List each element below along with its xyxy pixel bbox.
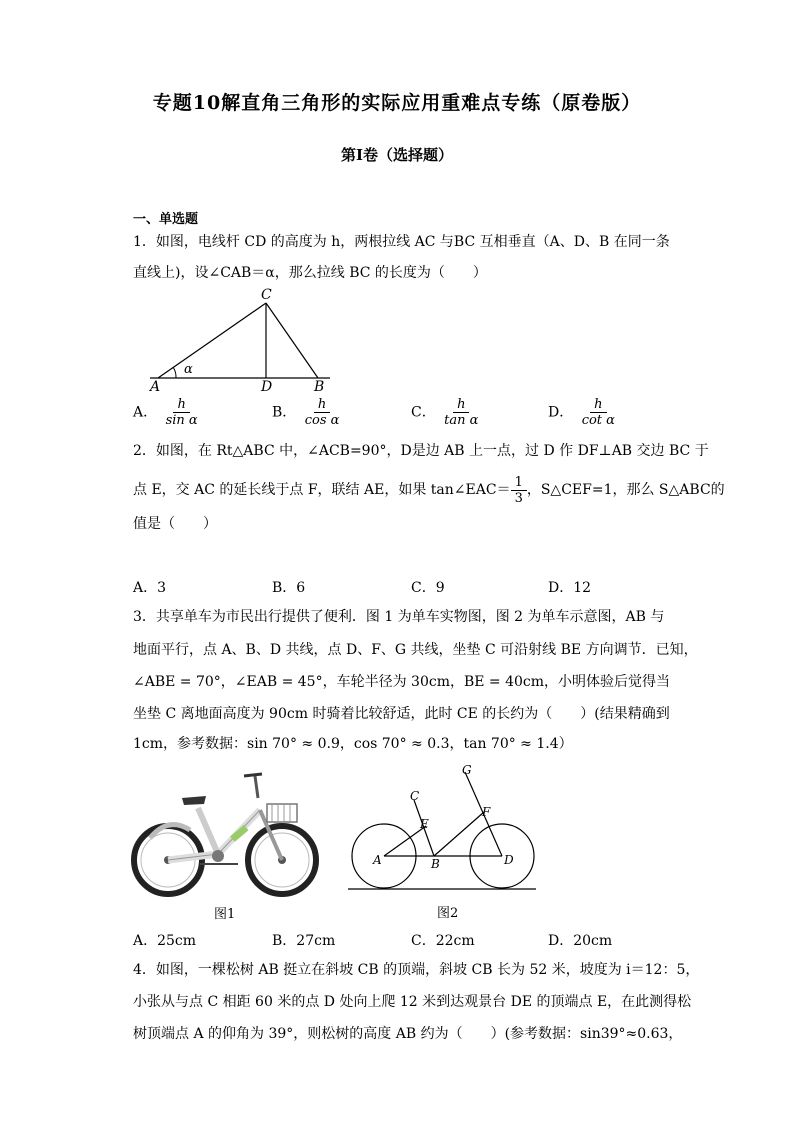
q2-option-b: B．6 xyxy=(272,580,306,596)
q3-option-d: D．20cm xyxy=(548,933,613,949)
q3-figure2 xyxy=(340,760,540,900)
q1-stem-line1: 1．如图，电线杆 CD 的高度为 h，两根拉线 AC 与BC 互相垂直（A、D、B 在同一条 xyxy=(133,234,670,250)
q1-option-a: A． $\frac{h}{\text{sin α}}$ xyxy=(133,397,198,428)
q1-figure xyxy=(140,285,340,395)
q1-label-c: C xyxy=(261,287,272,303)
q3-stem-line1: 3．共享单车为市民出行提供了便利．图 1 为单车实物图，图 2 为单车示意图，AB 与 xyxy=(133,609,665,625)
q4-stem-line3: 树顶端点 A 的仰角为 39°，则松树的高度 AB 约为（ ）(参考数据：sin39°≈0.63， xyxy=(133,1026,683,1042)
q4-stem-line2: 小张从与点 C 相距 60 米的点 D 处向上爬 12 米到达观景台 DE 的顶端点 E，在此测得松 xyxy=(133,994,692,1010)
volume-heading: 第I卷（选择题） xyxy=(340,146,454,164)
q1-option-d: D． $\frac{h}{\text{cot α}}$ xyxy=(548,397,615,428)
q3-label-f: F xyxy=(482,805,491,819)
fig1-caption: 图1 xyxy=(214,907,236,922)
q1-label-alpha: α xyxy=(184,362,193,377)
q1-label-d: D xyxy=(261,379,273,395)
q3-option-c: C．22cm xyxy=(411,933,475,949)
page-title: 专题10解直角三角形的实际应用重难点专练（原卷版） xyxy=(152,92,642,114)
bicycle-illustration xyxy=(130,768,322,900)
fig2-caption: 图2 xyxy=(437,906,459,921)
q1-label-b: B xyxy=(314,379,325,395)
q3-label-g: G xyxy=(462,763,472,777)
q1-option-c: C． $\frac{h}{\text{tan α}}$ xyxy=(411,397,479,428)
q2-option-d: D．12 xyxy=(548,580,592,596)
q3-label-a: A xyxy=(373,853,382,867)
section-heading: 一、单选题 xyxy=(133,212,199,227)
q2-option-c: C．9 xyxy=(411,580,445,596)
q2-stem-line3: 值是（ ） xyxy=(133,516,217,532)
q3-stem-line2: 地面平行，点 A、B、D 共线，点 D、F、G 共线，坐垫 C 可沿射线 BE 方向调节．已知， xyxy=(133,642,698,658)
q1-stem-line2: 直线上)，设∠CAB＝α，那么拉线 BC 的长度为（ ） xyxy=(133,265,487,281)
q3-stem-line5: 1cm，参考数据：sin 70° ≈ 0.9，cos 70° ≈ 0.3，tan 70° ≈ 1.4） xyxy=(133,736,573,752)
q3-label-b: B xyxy=(431,857,440,871)
q3-option-a: A．25cm xyxy=(133,933,197,949)
q2-stem-line2: 点 E，交 AC 的延长线于点 F，联结 AE，如果 tan∠EAC＝ $\frac{1}{3}$ ，S△CEF=1，那么 S△ABC的 xyxy=(133,474,725,506)
q3-option-b: B．27cm xyxy=(272,933,336,949)
q4-stem-line1: 4．如图，一棵松树 AB 挺立在斜坡 CB 的顶端，斜坡 CB 长为 52 米，坡度为 i＝12：5， xyxy=(133,962,700,978)
q3-label-e: E xyxy=(420,817,429,831)
q1-option-b: B． $\frac{h}{\text{cos α}}$ xyxy=(272,397,340,428)
q3-stem-line4: 坐垫 C 离地面高度为 90cm 时骑着比较舒适，此时 CE 的长约为（ ）(结果精确到 xyxy=(133,706,670,722)
q2-stem-line1: 2．如图，在 Rt△ABC 中，∠ACB=90°，D是边 AB 上一点，过 D 作 DF⊥AB 交边 BC 于 xyxy=(133,443,709,459)
q3-label-d: D xyxy=(504,853,514,867)
q3-label-c: C xyxy=(410,789,420,803)
q3-stem-line3: ∠ABE = 70°，∠EAB = 45°，车轮半径为 30cm，BE = 40cm，小明体验后觉得当 xyxy=(133,674,671,690)
q2-option-a: A．3 xyxy=(133,580,167,596)
q1-label-a: A xyxy=(150,379,161,395)
